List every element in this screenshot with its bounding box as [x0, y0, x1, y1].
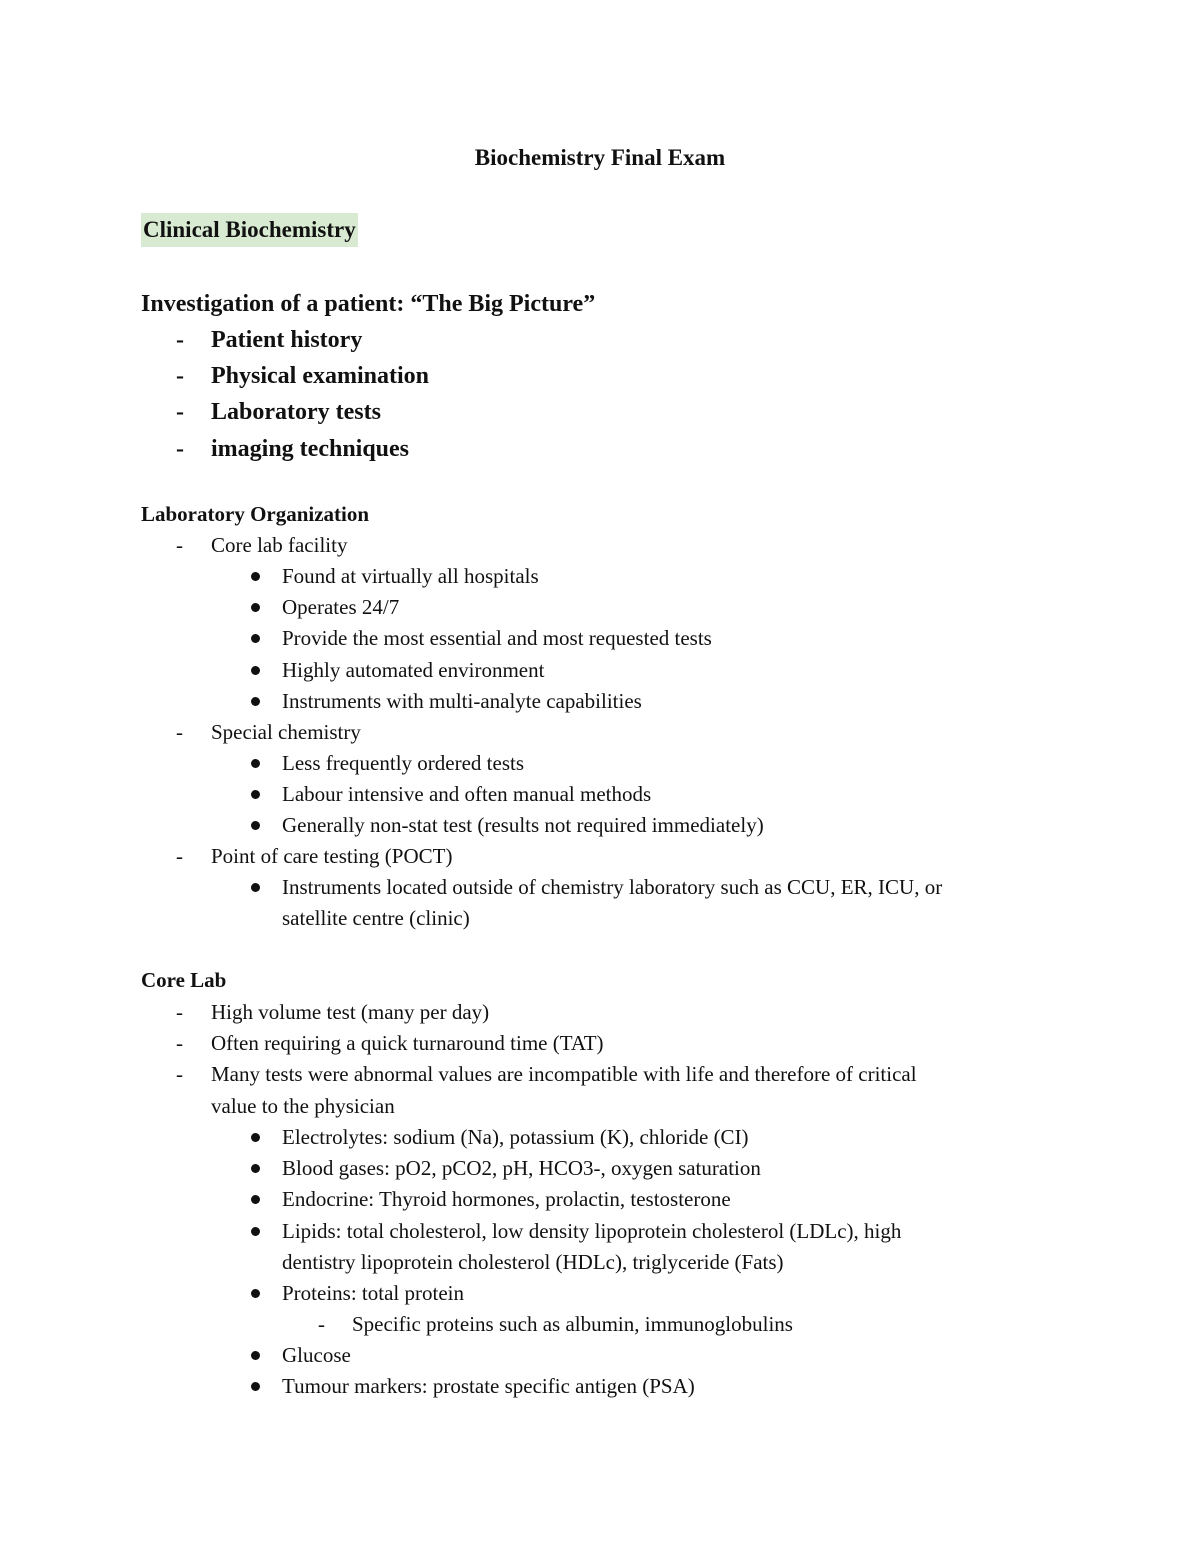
list-item: Many tests were abnormal values are incompatible with life and therefore of critical — [211, 1062, 917, 1086]
bullet-item: Endocrine: Thyroid hormones, prolactin, testosterone — [282, 1187, 731, 1211]
bullet-icon — [251, 1133, 260, 1142]
bullet-item-continued: dentistry lipoprotein cholesterol (HDLc), triglyceride (Fats) — [282, 1250, 784, 1274]
bullet-icon — [251, 572, 260, 581]
dash-marker: - — [176, 363, 184, 389]
bullet-icon — [251, 1195, 260, 1204]
list-item: Physical examination — [211, 363, 430, 389]
bullet-icon — [251, 1227, 260, 1236]
bullet-icon — [251, 1382, 260, 1391]
bullet-item: Provide the most essential and most requested tests — [282, 626, 712, 650]
bullet-icon — [251, 603, 260, 612]
bullet-item: Labour intensive and often manual methods — [282, 782, 652, 806]
dash-marker: - — [176, 1000, 183, 1024]
lab-org-heading: Laboratory Organization — [141, 502, 370, 526]
bullet-item: Lipids: total cholesterol, low density lipoprotein cholesterol (LDLc), high — [282, 1219, 902, 1243]
bullet-item: Instruments located outside of chemistry laboratory such as CCU, ER, ICU, or — [282, 875, 943, 899]
bullet-item: Found at virtually all hospitals — [282, 564, 539, 588]
bullet-item: Less frequently ordered tests — [282, 751, 525, 775]
bullet-icon — [251, 821, 260, 830]
bullet-item: Tumour markers: prostate specific antigen (PSA) — [282, 1374, 695, 1398]
bullet-icon — [251, 759, 260, 768]
core-lab-heading: Core Lab — [141, 968, 227, 992]
list-item-continued: value to the physician — [211, 1094, 395, 1118]
dash-marker: - — [176, 399, 184, 425]
dash-marker: - — [176, 1031, 183, 1055]
bullet-item: Blood gases: pO2, pCO2, pH, HCO3-, oxygen saturation — [282, 1156, 761, 1180]
dash-marker: - — [176, 720, 183, 744]
bullet-item: Highly automated environment — [282, 658, 545, 682]
highlighted-section-heading: Clinical Biochemistry — [141, 213, 358, 247]
list-item: Point of care testing (POCT) — [211, 844, 453, 868]
dash-marker: - — [176, 436, 184, 462]
list-item: Core lab facility — [211, 533, 348, 557]
dash-marker: - — [176, 533, 183, 557]
dash-marker: - — [176, 327, 184, 353]
list-item: Patient history — [211, 327, 363, 353]
list-item: imaging techniques — [211, 436, 410, 462]
bullet-icon — [251, 1351, 260, 1360]
bullet-icon — [251, 666, 260, 675]
list-item: Often requiring a quick turnaround time (TAT) — [211, 1031, 604, 1055]
dash-marker: - — [318, 1312, 325, 1336]
bullet-icon — [251, 697, 260, 706]
bullet-item: Glucose — [282, 1343, 351, 1367]
page-title: Biochemistry Final Exam — [474, 145, 726, 170]
sub-list-item: Specific proteins such as albumin, immunoglobulins — [352, 1312, 793, 1336]
bullet-icon — [251, 634, 260, 643]
bullet-item: Instruments with multi-analyte capabilities — [282, 689, 642, 713]
bullet-icon — [251, 790, 260, 799]
list-item: Special chemistry — [211, 720, 361, 744]
bullet-icon — [251, 883, 260, 892]
bullet-icon — [251, 1289, 260, 1298]
dash-marker: - — [176, 844, 183, 868]
bullet-item: Generally non-stat test (results not required immediately) — [282, 813, 764, 837]
dash-marker: - — [176, 1062, 183, 1086]
list-item: High volume test (many per day) — [211, 1000, 490, 1024]
bullet-item-continued: satellite centre (clinic) — [282, 906, 470, 930]
investigation-heading: Investigation of a patient: “The Big Picture” — [141, 291, 596, 317]
bullet-item: Electrolytes: sodium (Na), potassium (K), chloride (CI) — [282, 1125, 749, 1149]
bullet-item: Operates 24/7 — [282, 595, 400, 619]
list-item: Laboratory tests — [211, 399, 381, 425]
bullet-item: Proteins: total protein — [282, 1281, 464, 1305]
bullet-icon — [251, 1164, 260, 1173]
